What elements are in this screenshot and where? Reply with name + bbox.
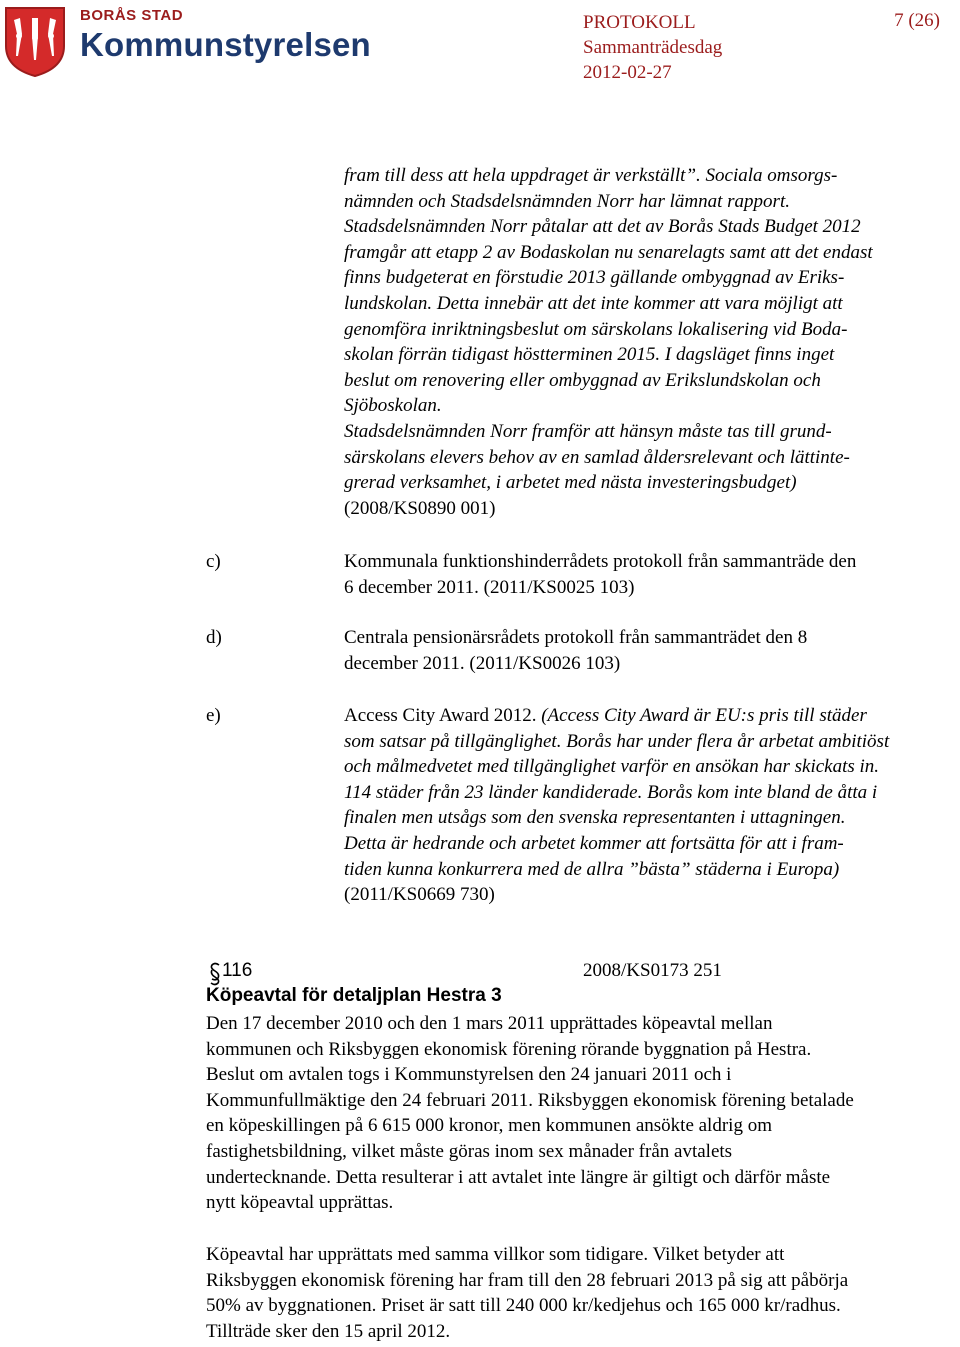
text-line: Den 17 december 2010 och den 1 mars 2011 upprättades köpeavtal mellan <box>206 1013 773 1034</box>
text-line: finalen men utsågs som den svenska representanten i uttagningen. <box>344 807 846 829</box>
item-label-d: d) <box>206 627 222 648</box>
doc-type: PROTOKOLL <box>583 12 696 33</box>
text-line: fram till dess att hela uppdraget är verkställt”. Sociala omsorgs- <box>344 165 838 186</box>
meeting-label: Sammanträdesdag <box>583 37 723 58</box>
section-number: 116 <box>222 960 253 981</box>
board-name: Kommunstyrelsen <box>80 26 371 63</box>
text-line: finns budgeterat en förstudie 2013 gällande ombyggnad av Eriks- <box>344 267 845 289</box>
page-number: 7 (26) <box>894 10 940 31</box>
page-header <box>0 0 960 90</box>
text-line: 114 städer från 23 länder kandiderade. Borås kom inte bland de åtta i <box>344 781 878 803</box>
section-reference: 2008/KS0173 251 <box>583 960 722 981</box>
text-line <box>344 703 889 729</box>
text-line: Köpeavtal har upprättats med samma villkor som tidigare. Vilket betyder att <box>206 1244 785 1265</box>
item-e-italic-start: (Access City Award är EU:s pris till städer <box>541 705 867 726</box>
text-line: nytt köpeavtal upprättas. <box>206 1192 394 1214</box>
text-line: framgår att etapp 2 av Bodaskolan nu senarelagts samt att det endast <box>344 241 873 263</box>
text-line: som satsar på tillgänglighet. Borås har under flera år arbetat ambitiöst <box>344 730 890 752</box>
text-line: Beslut om avtalen togs i Kommunstyrelsen den 24 januari 2011 och i <box>206 1064 732 1086</box>
text-line: Stadsdelsnämnden Norr framför att hänsyn måste tas till grund- <box>344 420 832 442</box>
text-line: tiden kunna konkurrera med de allra ”bästa” städerna i Europa) <box>344 858 840 880</box>
text-line: Tillträde sker den 15 april 2012. <box>206 1320 451 1342</box>
text-line: beslut om renovering eller ombyggnad av Erikslundskolan och <box>344 369 821 391</box>
text-line: Riksbyggen ekonomisk förening har fram till den 28 februari 2013 på sig att påbörja <box>206 1269 849 1291</box>
text-line: Centrala pensionärsrådets protokoll från sammanträdet den 8 <box>344 627 808 648</box>
item-label-e: e) <box>206 705 221 726</box>
text-line: kommunen och Riksbyggen ekonomisk förening rörande byggnation på Hestra. <box>206 1038 812 1060</box>
section-title: Köpeavtal för detaljplan Hestra 3 <box>206 985 502 1006</box>
item-d-text <box>344 625 807 676</box>
item-c-text <box>344 549 856 600</box>
text-line: (2011/KS0669 730) <box>344 884 495 906</box>
item-e-text <box>344 703 889 908</box>
text-line: Kommunfullmäktige den 24 februari 2011. Riksbyggen ekonomisk förening betalade <box>206 1089 854 1111</box>
text-line: särskolans elevers behov av en samlad åldersrelevant och lättinte- <box>344 446 850 468</box>
text-line: december 2011. (2011/KS0026 103) <box>344 652 621 674</box>
text-line: undertecknande. Detta resulterar i att avtalet inte längre är giltigt och därför måste <box>206 1166 831 1188</box>
text-line: skolan förrän tidigast höstterminen 2015. I dagsläget finns inget <box>344 344 835 366</box>
text-line: Stadsdelsnämnden Norr påtalar att det av Borås Stads Budget 2012 <box>344 216 861 238</box>
text-line: lundskolan. Detta innebär att det inte kommer att vara möjligt att <box>344 292 843 314</box>
text-line: en köpeskillingen på 6 615 000 kronor, men kommunen ansökte aldrig om <box>206 1115 772 1137</box>
section-paragraph-1 <box>206 1011 854 1216</box>
intro-paragraph <box>344 163 873 521</box>
item-e-title: Access City Award 2012. <box>344 705 542 726</box>
item-label-c: c) <box>206 551 221 572</box>
section-paragraph-2 <box>206 1242 848 1344</box>
text-line: 50% av byggnationen. Priset är satt till 240 000 kr/kedjehus och 165 000 kr/radhus. <box>206 1295 841 1317</box>
text-line: Detta är hedrande och arbetet kommer att fortsätta för att i fram- <box>344 832 844 854</box>
city-name: BORÅS STAD <box>80 7 184 24</box>
text-line: och målmedvetet med tillgänglighet varför en ansökan har skickats in. <box>344 756 880 778</box>
text-line: 6 december 2011. (2011/KS0025 103) <box>344 576 635 598</box>
text-line: Sjöboskolan. <box>344 395 442 417</box>
meeting-date: 2012-02-27 <box>583 62 672 83</box>
text-line: (2008/KS0890 001) <box>344 497 496 519</box>
header-meta <box>583 10 722 85</box>
text-line: genomföra inriktningsbeslut om särskolans lokalisering vid Boda- <box>344 318 848 340</box>
text-line: fastighetsbildning, vilket måste göras inom sex månader från avtalets <box>206 1140 733 1162</box>
coat-of-arms-logo <box>4 6 66 78</box>
text-line: nämnden och Stadsdelsnämnden Norr har lämnat rapport. <box>344 190 790 212</box>
text-line: Kommunala funktionshinderrådets protokoll från sammanträde den <box>344 551 857 572</box>
text-line: grerad verksamhet, i arbetet med nästa investeringsbudget) <box>344 472 797 494</box>
